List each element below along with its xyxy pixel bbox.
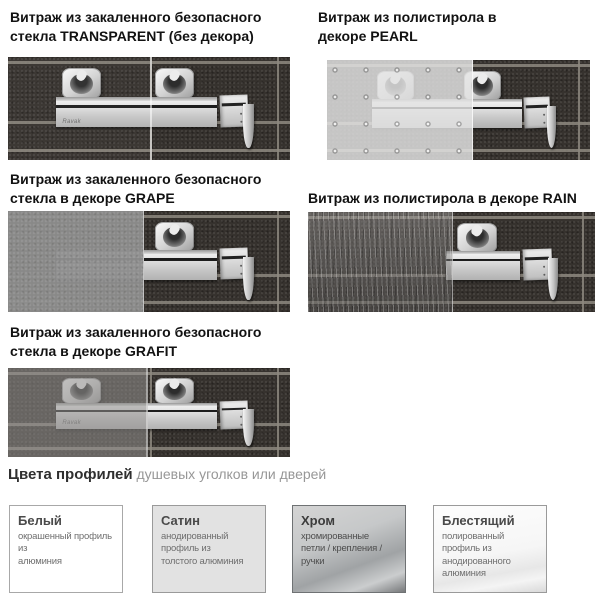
profile-card-title: Блестящий xyxy=(442,513,515,528)
glass-pane-grafit xyxy=(8,368,148,457)
tile-grout-line xyxy=(277,211,279,312)
tile-grout-line xyxy=(277,368,279,457)
profile-card-title: Хром xyxy=(301,513,335,528)
glass-title-grape: Витраж из закаленного безопасного стекла в декоре GRAPE xyxy=(10,171,262,206)
profile-card-gloss xyxy=(433,505,547,593)
glass-pane-transparent xyxy=(8,57,152,160)
glass-title-pearl: Витраж из полистирола в декоре PEARL xyxy=(318,9,497,44)
hinge-bracket xyxy=(155,68,194,99)
tile-grout-line xyxy=(277,57,279,160)
tile-grout-line xyxy=(578,60,580,160)
glass-title-rain: Витраж из полистирола в декоре RAIN xyxy=(308,190,577,206)
hinge-bracket xyxy=(457,223,497,253)
profiles-section-heading xyxy=(8,466,326,483)
brand-logo: Ravak xyxy=(62,118,81,125)
profile-card-title: Белый xyxy=(18,513,62,528)
profile-card-title: Сатин xyxy=(161,513,200,528)
glass-pane-grape xyxy=(8,211,144,312)
door-handle xyxy=(243,104,253,147)
hinge-bracket xyxy=(155,378,194,405)
door-handle xyxy=(548,258,558,300)
profile-card-description: полированный профиль из xyxy=(442,531,505,555)
profile-bar xyxy=(446,251,521,280)
photo-glass-grape xyxy=(8,211,290,312)
profile-card-satin xyxy=(152,505,266,593)
profile-card-description: анодированного алюминия xyxy=(442,555,511,580)
profile-card-chrome xyxy=(292,505,406,593)
hinge-bracket xyxy=(155,222,194,252)
glass-pane-pearl xyxy=(327,60,473,160)
profile-card-description: анодированный профиль из xyxy=(161,531,229,555)
photo-glass-rain xyxy=(308,212,595,312)
photo-glass-grafit xyxy=(8,368,290,457)
photo-glass-pearl xyxy=(327,60,590,160)
profile-card-white xyxy=(9,505,123,593)
door-handle xyxy=(243,409,253,446)
glass-title-grafit: Витраж из закаленного безопасного стекла в декоре GRAFIT xyxy=(10,324,262,359)
profiles-heading-main: Цвета профилей xyxy=(8,466,133,483)
profile-card-description: алюминия xyxy=(18,555,62,567)
door-handle xyxy=(243,257,253,299)
glass-title-transparent: Витраж из закаленного безопасного стекла TRANSPARENT (без декора) xyxy=(10,9,262,44)
profile-card-description: петли / крепления / ручки xyxy=(301,543,382,567)
photo-glass-transparent xyxy=(8,57,290,160)
door-handle xyxy=(547,106,556,148)
profiles-heading-sub: душевых уголков или дверей xyxy=(132,466,327,482)
profile-card-description: хромированные xyxy=(301,531,369,542)
profile-card-description: окрашенный профиль из xyxy=(18,531,112,555)
tile-grout-line xyxy=(582,212,584,312)
profile-card-description: толстого алюминия xyxy=(161,555,244,567)
glass-pane-rain xyxy=(308,212,453,312)
